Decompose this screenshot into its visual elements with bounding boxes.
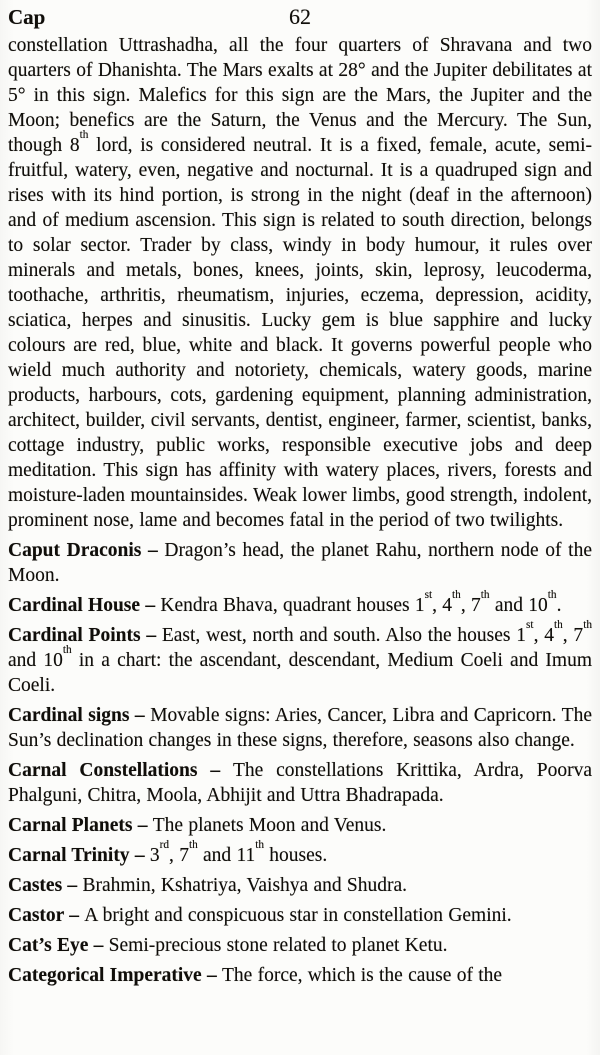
entry-text: and 10	[489, 595, 548, 616]
page-header	[8, 4, 592, 31]
entry-text: and 10	[8, 650, 63, 671]
definition-list	[8, 33, 592, 988]
entry-text: houses.	[264, 845, 328, 866]
entry-text: Movable signs: Aries, Cancer, Libra and Capricorn. The Sun’s declination changes in these signs, therefore, seasons also change.	[8, 705, 593, 751]
ordinal-superscript: th	[62, 644, 72, 657]
entry-text: , 4	[432, 595, 453, 616]
definition-entry	[8, 839, 592, 868]
entry-headword: Carnal Planets –	[8, 815, 153, 836]
entry-headword: Castes –	[8, 875, 83, 896]
entry-text: lord, is considered neutral. It is a fixed, female, acute, semi-fruitful, watery, even, negative and nocturnal. It is a quadruped sign and rises with its hind portion, is strong in the night (deaf in the afternoon) and of medium ascension. This sign is related to south direction, belongs to solar sector. Trader by class, windy in body humour, it rules over minerals and metals, bones, knees, joints, skin, leprosy, leucoderma, toothache, arthritis, rheumatism, injuries, eczema, depression, acidity, sciatica, herpes and sinusitis. Lucky gem is blue sapphire and lucky colours are red, blue, white and black. It governs powerful people who wield much authority and notoriety, chemicals, watery goods, marine products, harbours, cots, gardening equipment, planning administration, architect, builder, civil servants, dentist, engineer, farmer, scientist, banks, cottage industry, public works, responsible executive jobs and deep meditation. This sign has affinity with watery places, rivers, forests and moisture-laden mountainsides. Weak lower limbs, good strength, indolent, prominent nose, lame and becomes fatal in the period of two twilights.	[8, 135, 592, 531]
running-head-section-word: Cap	[8, 5, 46, 29]
ordinal-superscript: th	[583, 619, 592, 632]
entry-text: .	[556, 595, 562, 616]
paragraph-continuation	[8, 33, 592, 533]
definition-entry	[8, 963, 592, 988]
entry-text: in a chart: the ascendant, descendant, Medium Coeli and Imum Coeli.	[8, 650, 592, 696]
entry-headword: Cardinal House –	[8, 595, 161, 616]
entry-text: , 7	[460, 595, 481, 616]
entry-headword: Carnal Constellations –	[8, 760, 233, 781]
definition-entry	[8, 758, 592, 808]
definition-entry	[8, 873, 592, 898]
entry-text: A bright and conspicuous star in constellation Gemini.	[84, 905, 512, 926]
definition-entry	[8, 619, 592, 698]
definition-entry	[8, 903, 592, 928]
entry-text: and 11	[197, 845, 256, 866]
entry-text: , 7	[169, 845, 189, 866]
entry-headword: Cat’s Eye –	[8, 935, 109, 956]
entry-text: East, west, north and south. Also the houses 1	[161, 625, 527, 646]
definition-entry	[8, 933, 592, 958]
entry-text: Kendra Bhava, quadrant houses 1	[160, 595, 425, 616]
ordinal-superscript: th	[547, 589, 557, 602]
entry-headword: Cardinal signs –	[8, 705, 151, 726]
ordinal-superscript: th	[553, 619, 563, 632]
entry-text: , 4	[533, 625, 554, 646]
entry-headword: Carnal Trinity –	[8, 845, 150, 866]
definition-entry	[8, 703, 592, 753]
entry-headword: Caput Draconis –	[8, 540, 165, 561]
entry-text: constellation Uttrashadha, all the four quarters of Shravana and two quarters of Dhanishta. The Mars exalts at 28° and the Jupiter debilitates at 5° in this sign. Malefics for this sign are the Mars, the Jupiter and the Moon; benefics are the Saturn, the Venus and the Mercury. The Sun, though 8	[8, 35, 592, 156]
page-number: 62	[289, 4, 311, 29]
entry-headword: Cardinal Points –	[8, 625, 162, 646]
entry-text: The planets Moon and Venus.	[152, 815, 387, 836]
ordinal-superscript: th	[188, 839, 198, 852]
ordinal-superscript: th	[480, 589, 490, 602]
entry-text: The constellations Krittika, Ardra, Poorva Phalguni, Chitra, Moola, Abhijit and Uttra Bhadrapada.	[8, 760, 593, 806]
definition-entry	[8, 589, 592, 618]
entry-text: Semi-precious stone related to planet Ketu.	[108, 935, 448, 956]
definition-entry	[8, 538, 592, 588]
entry-headword: Castor –	[8, 905, 85, 926]
definition-entry	[8, 813, 592, 838]
entry-text: Dragon’s head, the planet Rahu, northern node of the Moon.	[8, 540, 592, 586]
entry-headword: Categorical Imperative –	[8, 965, 223, 986]
entry-text: The force, which is the cause of the	[222, 965, 503, 986]
ordinal-superscript: th	[452, 589, 461, 602]
ordinal-superscript: st	[424, 589, 433, 602]
ordinal-superscript: th	[255, 839, 265, 852]
entry-text: 3	[149, 845, 160, 866]
entry-text: , 7	[562, 625, 584, 646]
entry-text: Brahmin, Kshatriya, Vaishya and Shudra.	[82, 875, 408, 896]
ordinal-superscript: th	[79, 129, 89, 142]
ordinal-superscript: st	[526, 619, 534, 632]
ordinal-superscript: rd	[159, 839, 170, 852]
